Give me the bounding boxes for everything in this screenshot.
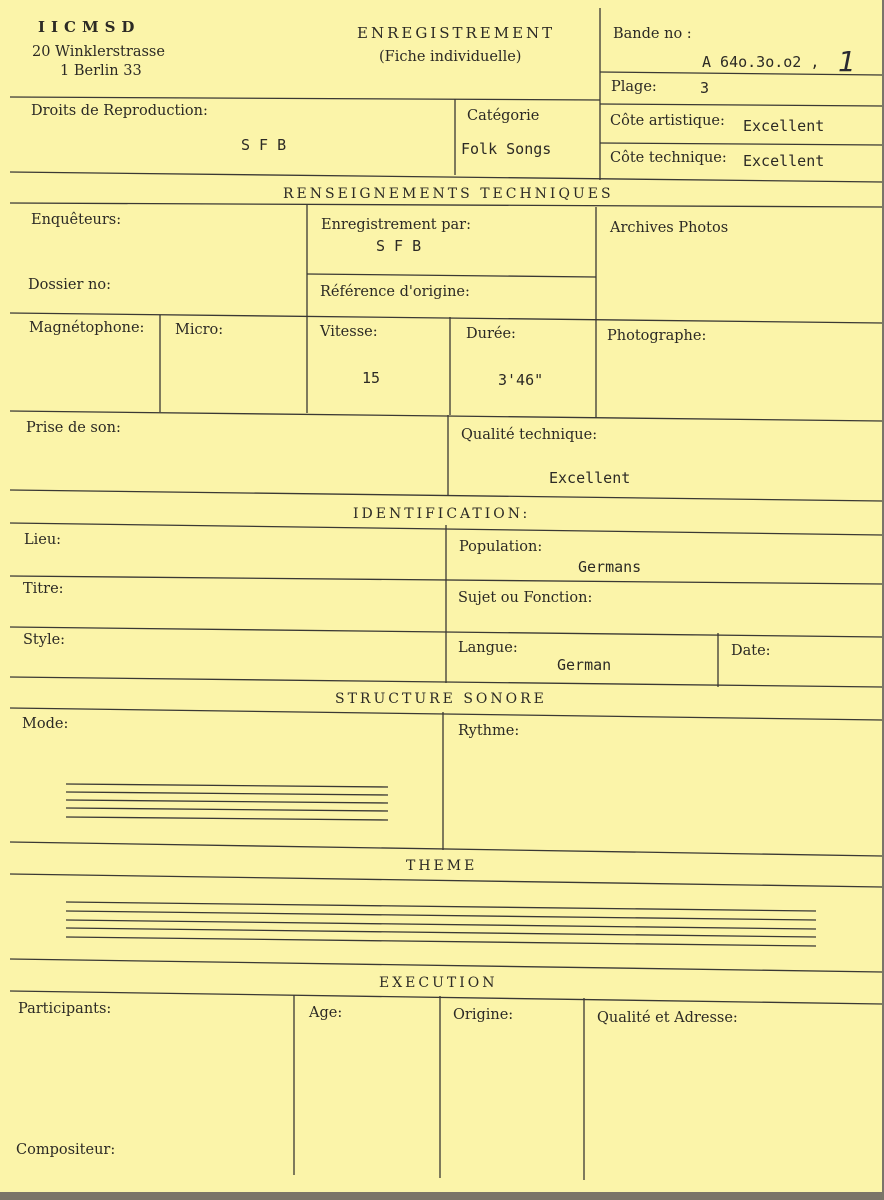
- participants-label: Participants:: [18, 1001, 112, 1017]
- origine-label: Origine:: [453, 1007, 514, 1023]
- mode-label: Mode:: [22, 716, 69, 732]
- section-title-execution: EXECUTION: [379, 975, 498, 991]
- age-label: Age:: [309, 1005, 343, 1021]
- categorie-label: Catégorie: [467, 108, 540, 124]
- vitesse-label: Vitesse:: [320, 324, 378, 340]
- titre-label: Titre:: [23, 581, 64, 597]
- section-title-technique: RENSEIGNEMENTS TECHNIQUES: [283, 186, 614, 202]
- categorie-value: Folk Songs: [461, 140, 552, 158]
- form-title: ENREGISTREMENT: [357, 24, 556, 42]
- org-logo: IICMSD: [38, 18, 141, 36]
- bande-value: A 64o.3o.o2 ,: [702, 53, 820, 71]
- population-label: Population:: [459, 539, 543, 555]
- qualite-technique-label: Qualité technique:: [461, 427, 598, 443]
- plage-label: Plage:: [611, 79, 657, 95]
- prise-de-son-label: Prise de son:: [26, 420, 121, 436]
- section-title-theme: THEME: [406, 858, 478, 874]
- form-subtitle: (Fiche individuelle): [379, 49, 522, 65]
- date-label: Date:: [731, 643, 771, 659]
- qualite-adresse-label: Qualité et Adresse:: [597, 1010, 738, 1026]
- qualite-technique-value: Excellent: [549, 469, 631, 487]
- style-label: Style:: [23, 632, 66, 648]
- address-line-1: 20 Winklerstrasse: [32, 44, 165, 60]
- droits-value: S F B: [241, 136, 287, 154]
- enregistrement-par-label: Enregistrement par:: [321, 217, 471, 233]
- archives-photos-label: Archives Photos: [610, 220, 729, 236]
- compositeur-label: Compositeur:: [16, 1142, 116, 1158]
- sujet-fonction-label: Sujet ou Fonction:: [458, 590, 593, 606]
- cote-artistique-value: Excellent: [743, 117, 825, 135]
- plage-value: 3: [700, 79, 710, 97]
- address-line-2: 1 Berlin 33: [60, 63, 142, 79]
- population-value: Germans: [578, 558, 642, 576]
- langue-value: German: [557, 656, 612, 674]
- enqueteurs-label: Enquêteurs:: [31, 212, 122, 228]
- enregistrement-par-value: S F B: [376, 237, 422, 255]
- droits-label: Droits de Reproduction:: [31, 103, 208, 119]
- duree-label: Durée:: [466, 326, 516, 342]
- cote-technique-value: Excellent: [743, 152, 825, 170]
- bande-label: Bande no :: [613, 26, 692, 42]
- photographe-label: Photographe:: [607, 328, 707, 344]
- bande-handwritten-number: 1: [838, 45, 856, 78]
- cote-artistique-label: Côte artistique:: [610, 113, 725, 129]
- dossier-label: Dossier no:: [28, 277, 111, 293]
- reference-origine-label: Référence d'origine:: [320, 284, 470, 300]
- cote-technique-label: Côte technique:: [610, 150, 727, 166]
- langue-label: Langue:: [458, 640, 518, 656]
- micro-label: Micro:: [175, 322, 224, 338]
- magnetophone-label: Magnétophone:: [29, 320, 145, 336]
- section-title-structure-sonore: STRUCTURE SONORE: [335, 691, 547, 707]
- rythme-label: Rythme:: [458, 723, 520, 739]
- vitesse-value: 15: [362, 369, 381, 387]
- section-title-identification: IDENTIFICATION:: [353, 506, 531, 522]
- duree-value: 3'46": [498, 371, 544, 389]
- lieu-label: Lieu:: [24, 532, 62, 548]
